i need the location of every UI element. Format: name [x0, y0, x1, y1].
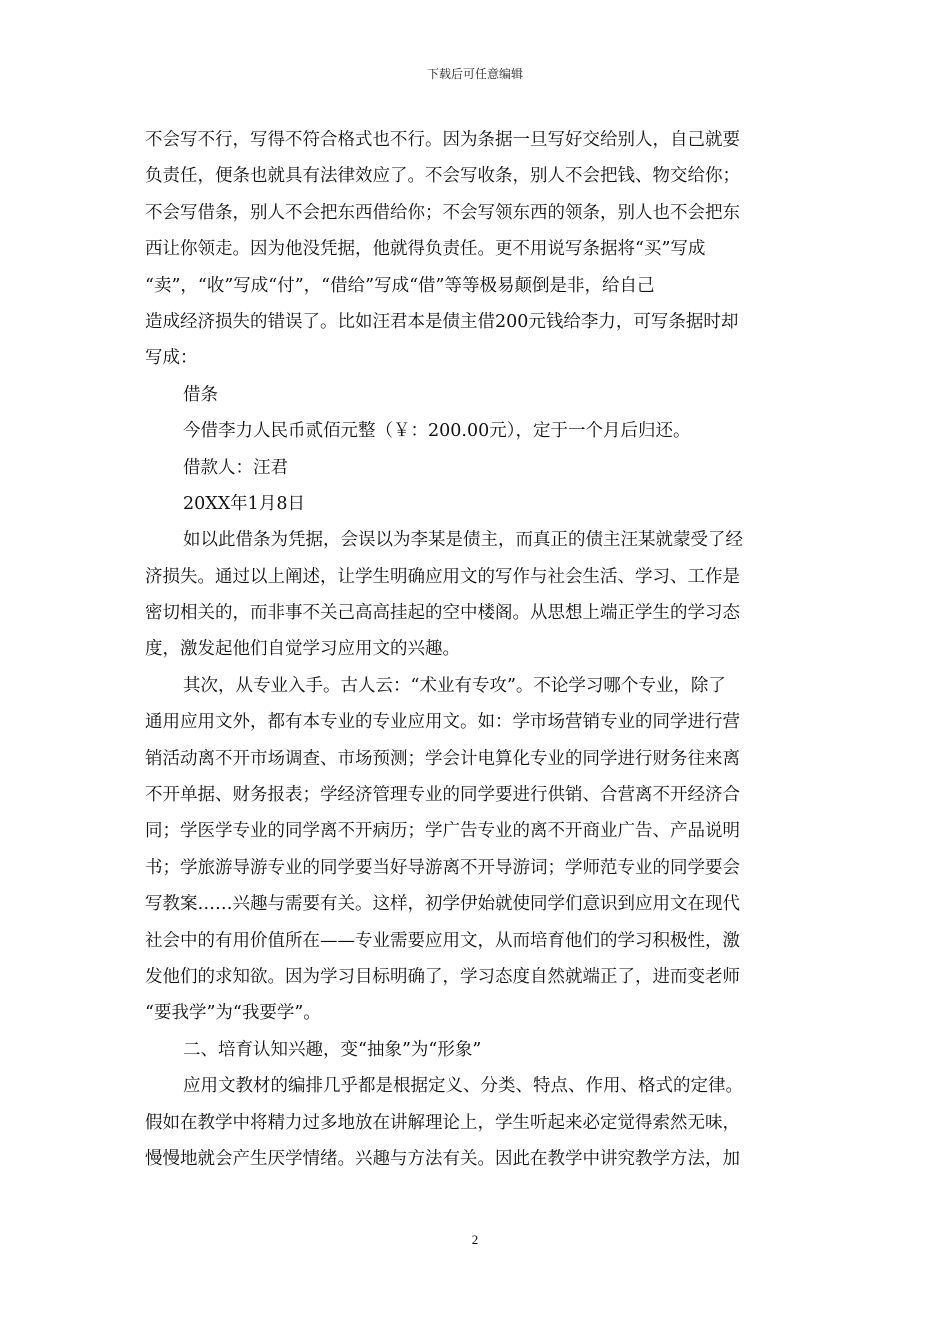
- page-header: 下载后可任意编辑: [426, 67, 523, 81]
- text-line: 其次，从专业入手。古人云：“术业有专攻”。不论学习哪个专业，除了: [183, 675, 726, 696]
- text-line: 假如在教学中将精力过多地放在讲解理论上，学生听起来必定觉得索然无味，: [145, 1112, 740, 1133]
- document-body: [145, 122, 809, 1177]
- text-line: 发他们的求知欲。因为学习目标明确了，学习态度自然就端正了，进而变老师: [145, 966, 740, 987]
- text-line: “卖”，“收”写成“付”，“借给”写成“借”等等极易颠倒是非，给自己: [145, 275, 655, 296]
- text-line: 不开单据、财务报表；学经济管理专业的同学要进行供销、合营离不开经济合: [145, 785, 740, 806]
- text-line: 同；学医学专业的同学离不开病历；学广告专业的离不开商业广告、产品说明: [145, 821, 740, 842]
- text-line: 销活动离不开市场调查、市场预测；学会计电算化专业的同学进行财务往来离: [145, 748, 740, 769]
- text-line: 度，激发起他们自觉学习应用文的兴趣。: [145, 639, 460, 660]
- text-line: 写成：: [145, 348, 198, 369]
- text-line: 不会写借条，别人不会把东西借给你；不会写领东西的领条，别人也不会把东: [145, 202, 740, 223]
- text-line: 造成经济损失的错误了。比如汪君本是债主借200元钱给李力，可写条据时却: [145, 311, 739, 332]
- text-line: 应用文教材的编排几乎都是根据定义、分类、特点、作用、格式的定律。: [183, 1076, 743, 1097]
- text-line: 不会写不行，写得不符合格式也不行。因为条据一旦写好交给别人，自己就要: [145, 130, 740, 150]
- text-line: 二、培育认知兴趣，变“抽象”为“形象”: [183, 1039, 482, 1060]
- text-line: 借条: [183, 384, 218, 405]
- text-line: 书；学旅游导游专业的同学要当好导游离不开导游词；学师范专业的同学要会: [145, 857, 740, 878]
- text-line: 20XX年1月8日: [183, 493, 305, 514]
- text-line: 借款人：汪君: [183, 457, 288, 478]
- text-line: 密切相关的，而非事不关己高高挂起的空中楼阁。从思想上端正学生的学习态: [145, 603, 740, 624]
- text-line: 济损失。通过以上阐述，让学生明确应用文的写作与社会生活、学习、工作是: [145, 566, 740, 587]
- text-line: 负责任，便条也就具有法律效应了。不会写收条，别人不会把钱、物交给你；: [145, 166, 740, 187]
- text-line: “要我学”为“我要学”。: [145, 1003, 321, 1024]
- text-line: 西让你领走。因为他没凭据，他就得负责任。更不用说写条据将“买”写成: [145, 239, 706, 260]
- text-line: 写教案……兴趣与需要有关。这样，初学伊始就使同学们意识到应用文在现代: [145, 894, 740, 915]
- text-line: 通用应用文外，都有本专业的专业应用文。如：学市场营销专业的同学进行营: [145, 712, 740, 733]
- text-line: 慢慢地就会产生厌学情绪。兴趣与方法有关。因此在教学中讲究教学方法，加: [145, 1148, 740, 1169]
- text-line: 如以此借条为凭据，会误以为李某是债主，而真正的债主汪某就蒙受了经: [183, 530, 743, 551]
- text-line: 今借李力人民币贰佰元整（￥：200.00元），定于一个月后归还。: [183, 421, 691, 442]
- page-number: 2: [471, 1232, 479, 1247]
- text-line: 社会中的有用价值所在——专业需要应用文，从而培育他们的学习积极性，激: [145, 930, 740, 951]
